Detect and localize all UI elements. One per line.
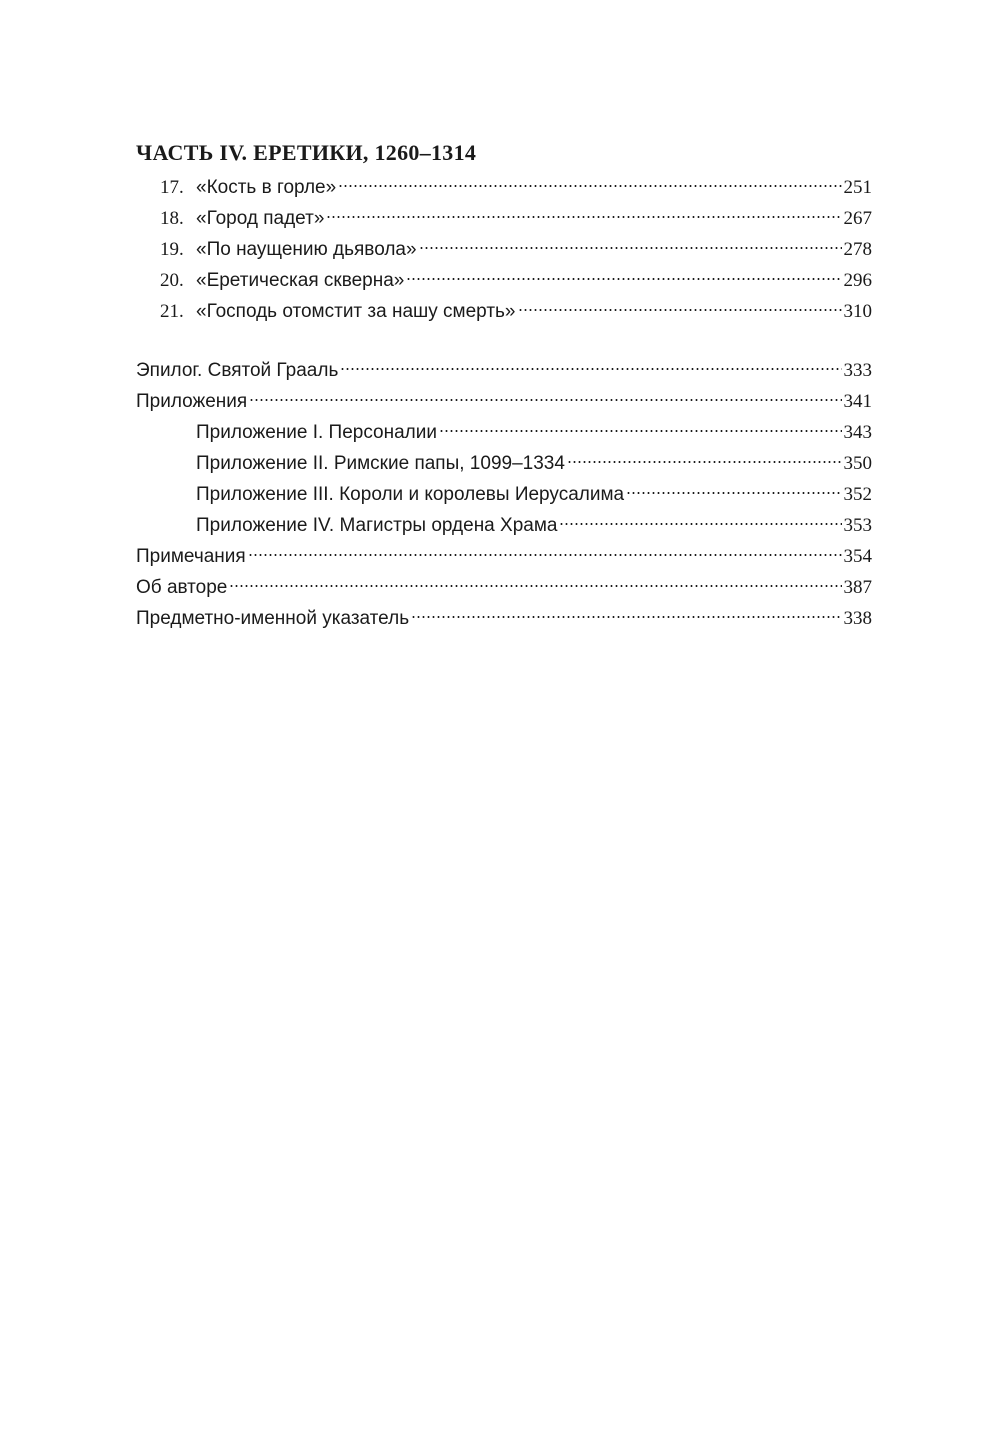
toc-entry-chapter-18[interactable] <box>136 203 872 234</box>
page-number: 310 <box>843 301 872 322</box>
dot-leader <box>338 184 841 188</box>
entry-title: Эпилог. Святой Грааль <box>136 360 339 381</box>
chapter-title: «Господь отомстит за нашу смерть» <box>196 301 516 322</box>
dot-leader <box>326 215 841 219</box>
page-number: 296 <box>843 270 872 291</box>
toc-entry-notes[interactable] <box>136 541 872 572</box>
entry-title: Приложение IV. Магистры ордена Храма <box>196 515 558 536</box>
toc-entry-appendix-4[interactable] <box>136 510 872 541</box>
chapter-number: 18. <box>160 208 184 229</box>
page-number: 343 <box>843 422 872 443</box>
page-number: 251 <box>843 177 872 198</box>
entry-title: Приложение III. Короли и королевы Иерусалима <box>196 484 625 505</box>
dot-leader <box>518 308 842 312</box>
page-number: 338 <box>843 608 872 629</box>
dot-leader <box>439 429 842 433</box>
page-number: 350 <box>843 453 872 474</box>
toc-entry-chapter-17[interactable] <box>136 172 872 203</box>
toc-entry-epilogue[interactable] <box>136 355 872 386</box>
toc-entry-appendices[interactable] <box>136 386 872 417</box>
dot-leader <box>419 246 842 250</box>
dot-leader <box>411 615 841 619</box>
entry-title: Приложение II. Римские папы, 1099–1334 <box>196 453 565 474</box>
page-number: 333 <box>843 360 872 381</box>
entry-title: Об авторе <box>136 577 228 598</box>
toc-entry-about-author[interactable] <box>136 572 872 603</box>
toc-entry-appendix-1[interactable] <box>136 417 872 448</box>
dot-leader <box>559 522 841 526</box>
page-number: 387 <box>843 577 872 598</box>
chapter-number: 21. <box>160 301 184 322</box>
chapter-title: «Город падет» <box>196 208 325 229</box>
page-number: 352 <box>843 484 872 505</box>
chapter-title: «Еретическая скверна» <box>196 270 405 291</box>
toc-entry-chapter-20[interactable] <box>136 265 872 296</box>
page-number: 278 <box>843 239 872 260</box>
toc-entry-chapter-19[interactable] <box>136 234 872 265</box>
entry-title: Приложение I. Персоналии <box>196 422 437 443</box>
chapter-number: 17. <box>160 177 184 198</box>
dot-leader <box>249 398 841 402</box>
chapter-title: «Кость в горле» <box>196 177 337 198</box>
table-of-contents <box>136 138 872 634</box>
dot-leader <box>248 553 842 557</box>
dot-leader <box>626 491 841 495</box>
toc-entry-appendix-2[interactable] <box>136 448 872 479</box>
page-number: 341 <box>843 391 872 412</box>
dot-leader <box>567 460 842 464</box>
chapter-number: 19. <box>160 239 184 260</box>
entry-title: Приложения <box>136 391 248 412</box>
section-spacer <box>136 327 872 355</box>
page-number: 267 <box>843 208 872 229</box>
part-heading: ЧАСТЬ IV. ЕРЕТИКИ, 1260–1314 <box>136 140 477 165</box>
dot-leader <box>340 367 841 371</box>
dot-leader <box>406 277 841 281</box>
toc-entry-chapter-21[interactable] <box>136 296 872 327</box>
page-number: 354 <box>843 546 872 567</box>
toc-entry-index[interactable] <box>136 603 872 634</box>
chapter-number: 20. <box>160 270 184 291</box>
entry-title: Предметно-именной указатель <box>136 608 410 629</box>
page-number: 353 <box>843 515 872 536</box>
toc-entry-appendix-3[interactable] <box>136 479 872 510</box>
dot-leader <box>229 584 841 588</box>
entry-title: Примечания <box>136 546 246 567</box>
chapter-title: «По наущению дьявола» <box>196 239 417 260</box>
